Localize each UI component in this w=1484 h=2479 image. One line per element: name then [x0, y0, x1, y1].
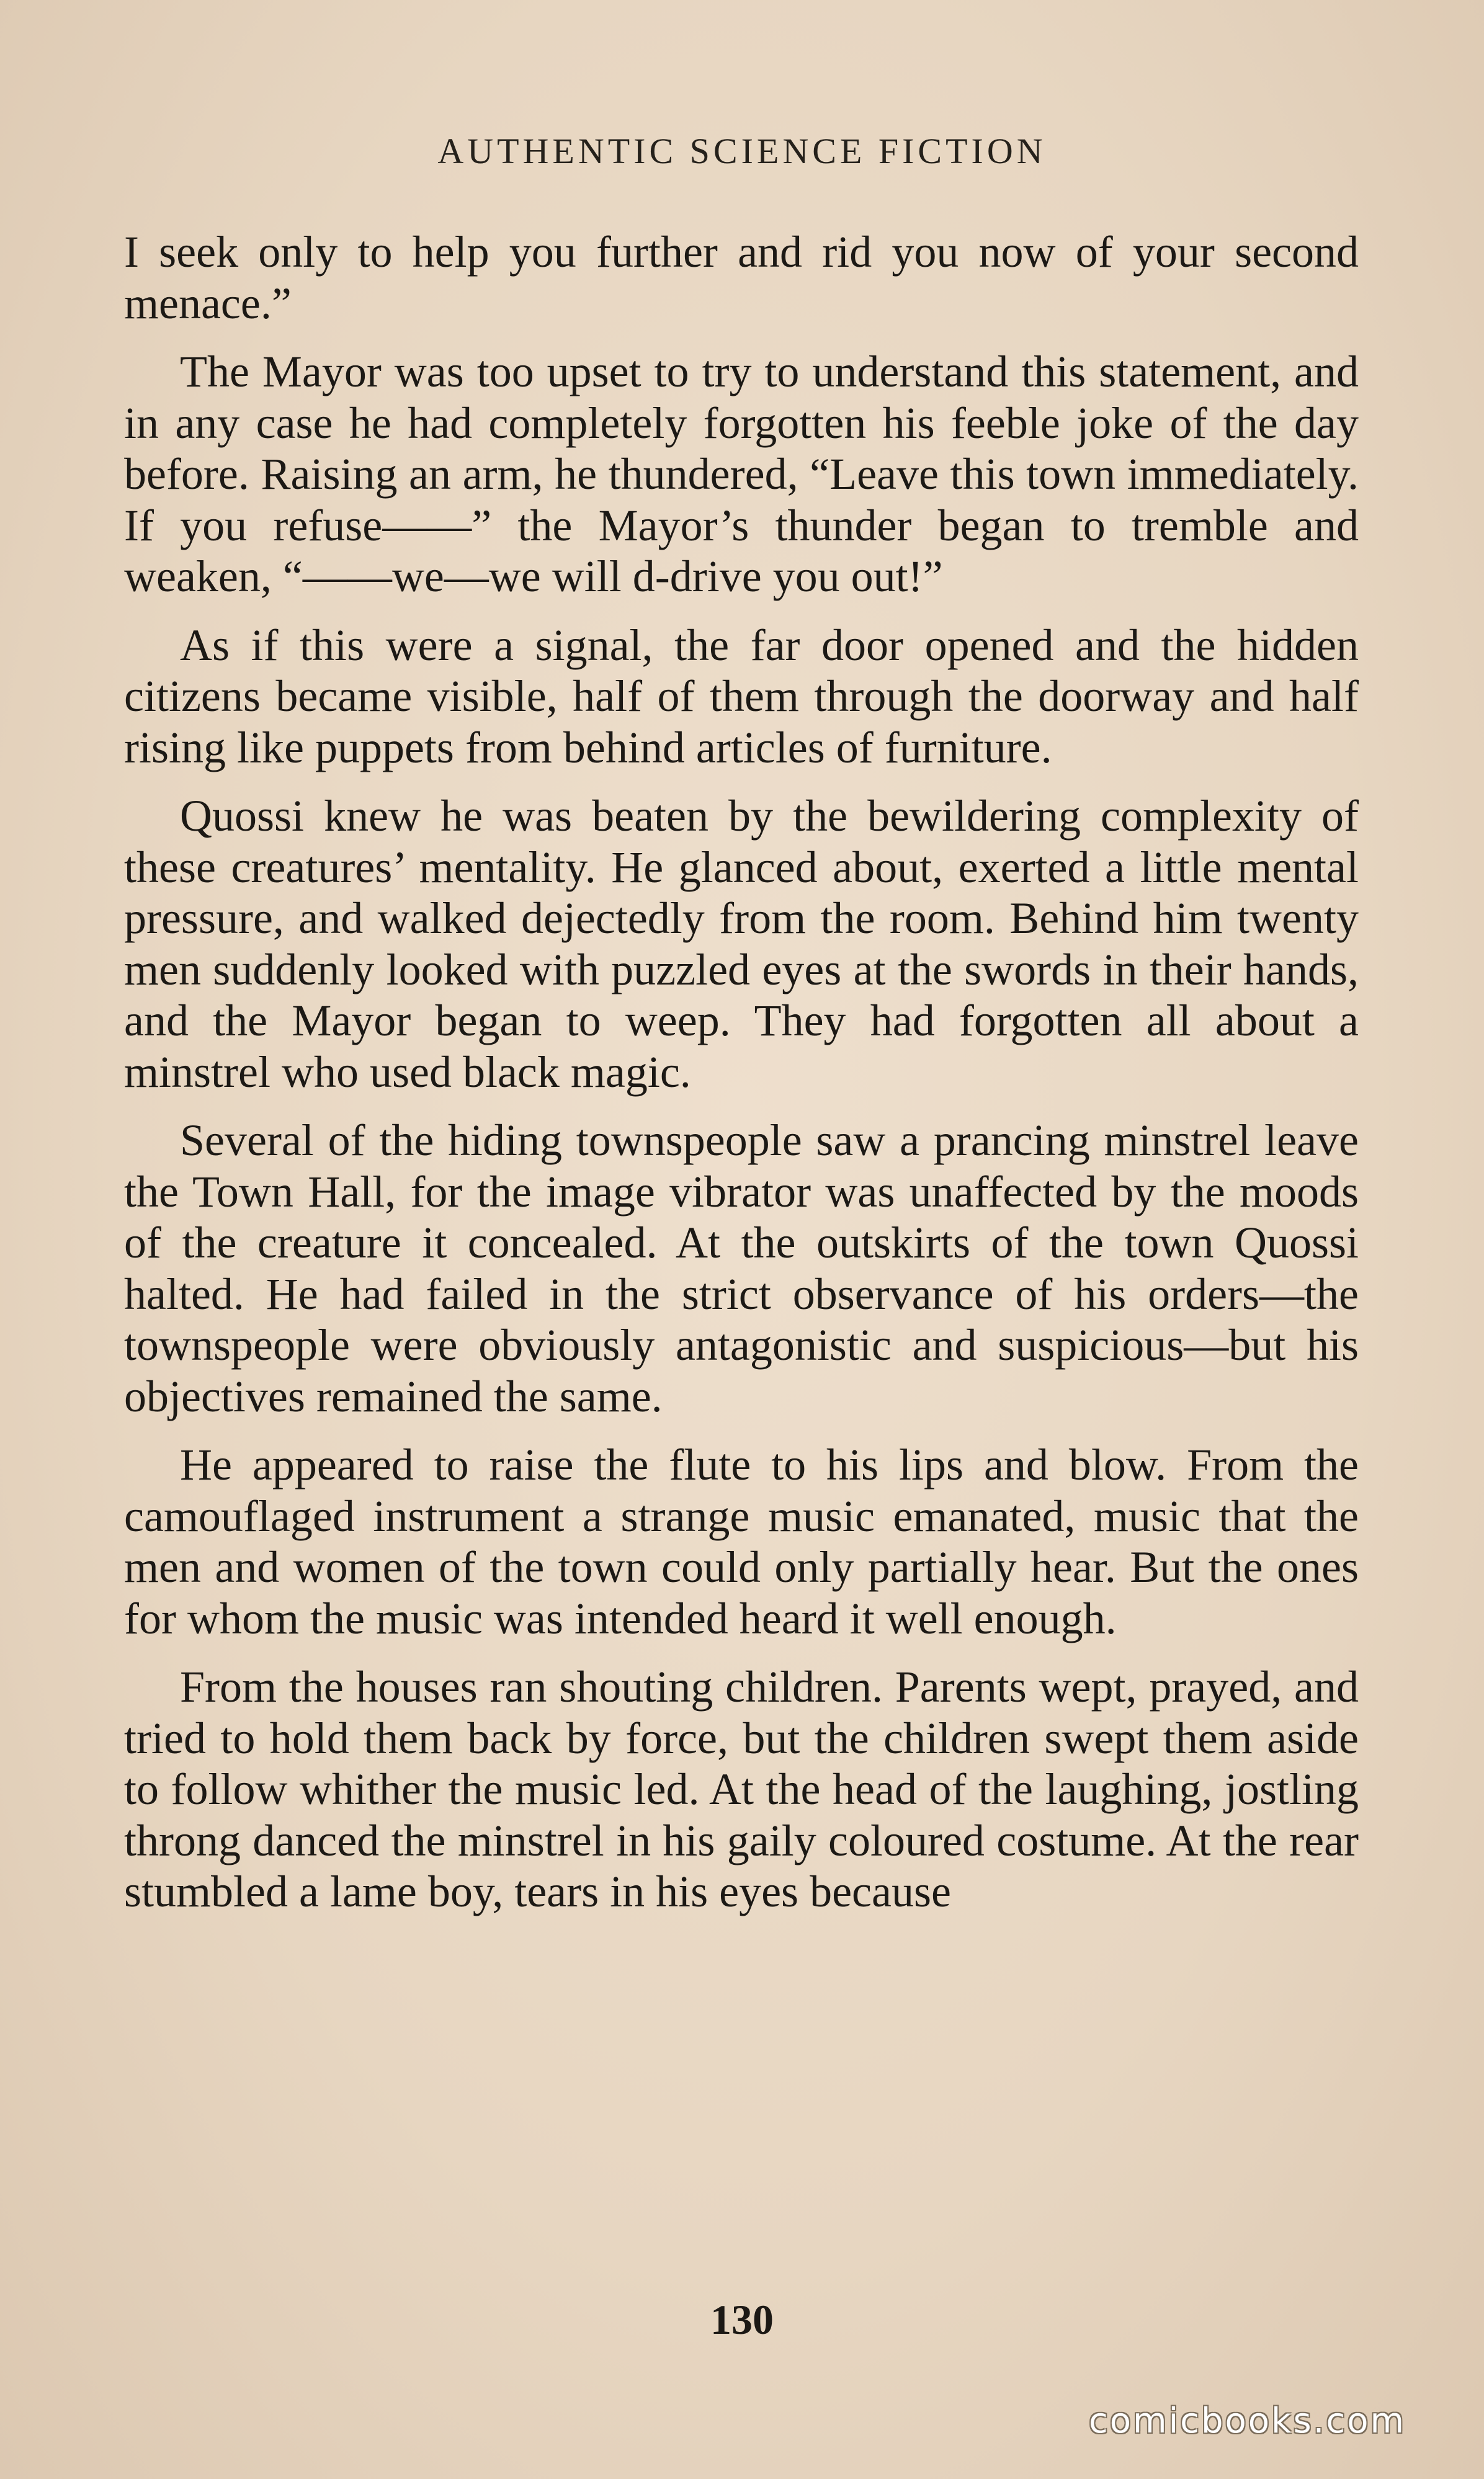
paragraph: The Mayor was too upset to try to understand this statement, and in any case he had completely forgotten his feeble joke of the day before. Raising an arm, he thundered, “Leave this town immediately. If you refuse——” the Mayor’s thunder began to tremble and weaken, “——we—we will d-drive you out!”	[124, 347, 1359, 601]
paragraph-continued: I seek only to help you further and rid you now of your second menace.”	[124, 227, 1359, 328]
paragraph: Several of the hiding townspeople saw a prancing minstrel leave the Town Hall, for the image vibrator was unaffected by the moods of the creature it concealed. At the outskirts of the town Quossi halted. He had failed in the strict observance of his orders—the townspeople were obviously antagonistic and suspicious—but his objectives remained the same.	[124, 1115, 1359, 1421]
paragraph: As if this were a signal, the far door opened and the hidden citizens became visible, half of them through the doorway and half rising like puppets from behind articles of furniture.	[124, 620, 1359, 772]
running-header: AUTHENTIC SCIENCE FICTION	[437, 131, 1047, 171]
paragraph: Quossi knew he was beaten by the bewildering complexity of these creatures’ mentality. He glanced about, exerted a little mental pressure, and walked dejectedly from the room. Behind him twenty men suddenly looked with puzzled eyes at the swords in their hands, and the Mayor began to weep. They had forgotten all about a minstrel who used black magic.	[124, 791, 1359, 1097]
body-text	[124, 226, 1359, 1935]
paragraph: From the houses ran shouting children. Parents wept, prayed, and tried to hold them back by force, but the children swept them aside to follow whither the music led. At the head of the laughing, jostling throng danced the minstrel in his gaily coloured costume. At the rear stumbled a lame boy, tears in his eyes because	[124, 1662, 1359, 1916]
page-number: 130	[710, 2296, 774, 2343]
site-watermark: comicbooks.com	[1089, 2401, 1406, 2441]
paragraph: He appeared to raise the flute to his lips and blow. From the camouflaged instrument a strange music emanated, music that the men and women of the town could only partially hear. But the ones for whom the music was intended heard it well enough.	[124, 1440, 1359, 1643]
